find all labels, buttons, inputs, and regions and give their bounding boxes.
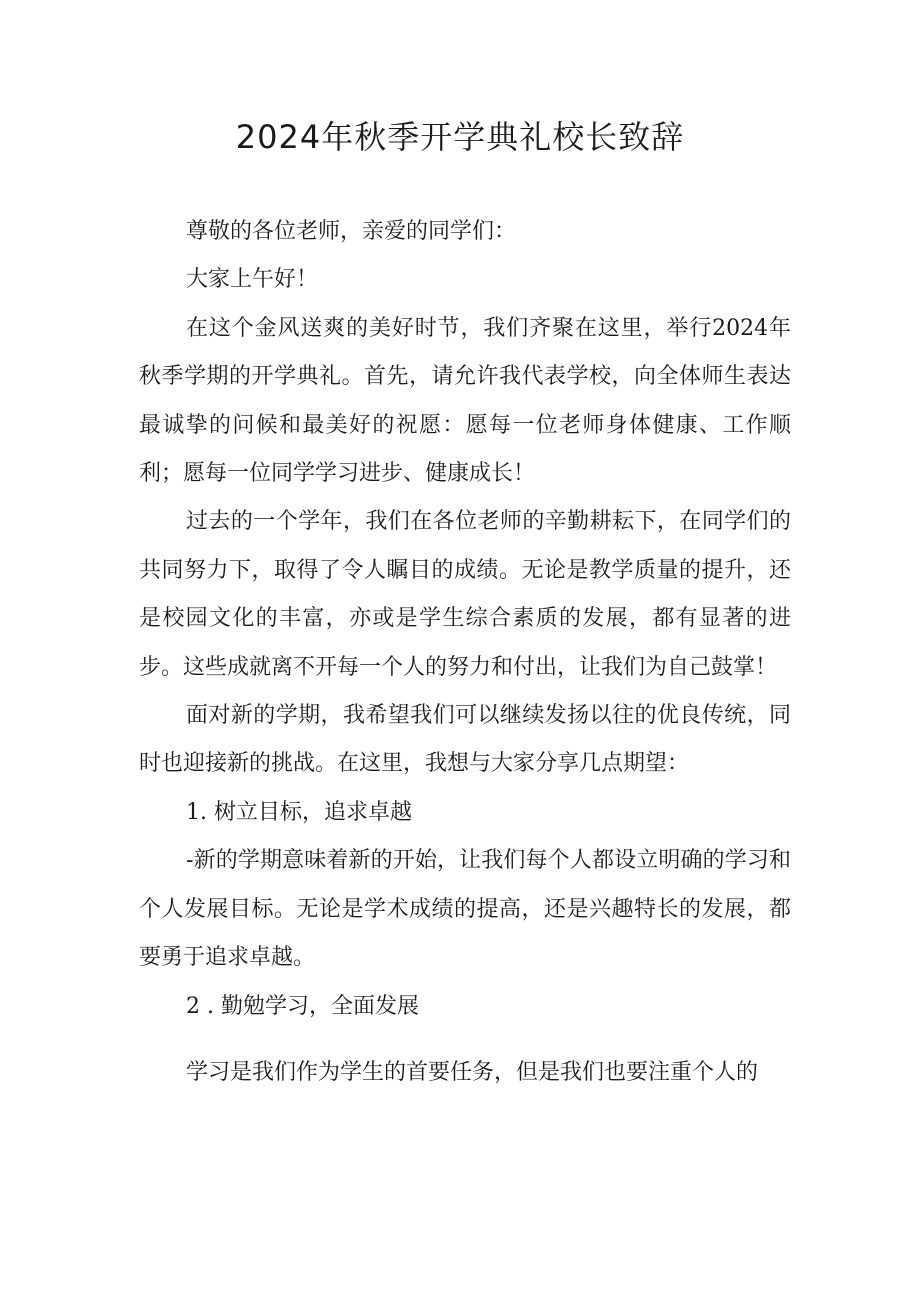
- point-2-heading: 2 . 勤勉学习，全面发展: [186, 993, 419, 1019]
- point-2-detail: 学习是我们作为学生的首要任务，但是我们也要注重个人的: [186, 1059, 759, 1085]
- document-body: [139, 208, 791, 1097]
- paragraph-review: 过去的一个学年，我们在各位老师的辛勤耕耘下，在同学们的共同努力下，取得了令人瞩目的成绩。无论是教学质量的提升，还是校园文化的丰富，亦或是学生综合素质的发展，都有显著的进步。这些成就离不开每一个人的努力和付出，让我们为自己鼓掌！: [139, 509, 791, 680]
- point-1-detail: -新的学期意味着新的开始，让我们每个人都设立明确的学习和个人发展目标。无论是学术成绩的提高，还是兴趣特长的发展，都要勇于追求卓越。: [139, 848, 791, 971]
- document-title: 2024年秋季开学典礼校长致辞: [235, 118, 685, 156]
- point-1-heading: 1. 树立目标，追求卓越: [186, 799, 412, 825]
- salutation: 尊敬的各位老师，亲爱的同学们：: [186, 219, 517, 244]
- paragraph-expectations: 面对新的学期，我希望我们可以继续发扬以往的优良传统，同时也迎接新的挑战。在这里，我想与大家分享几点期望：: [139, 703, 791, 777]
- greeting: 大家上午好！: [186, 267, 319, 293]
- paragraph-opening: 在这个金风送爽的美好时节，我们齐聚在这里，举行2024年秋季学期的开学典礼。首先，请允许我代表学校，向全体师生表达最诚挚的问候和最美好的祝愿：愿每一位老师身体健康、工作顺利；愿每一位同学学习进步、健康成长！: [139, 315, 791, 487]
